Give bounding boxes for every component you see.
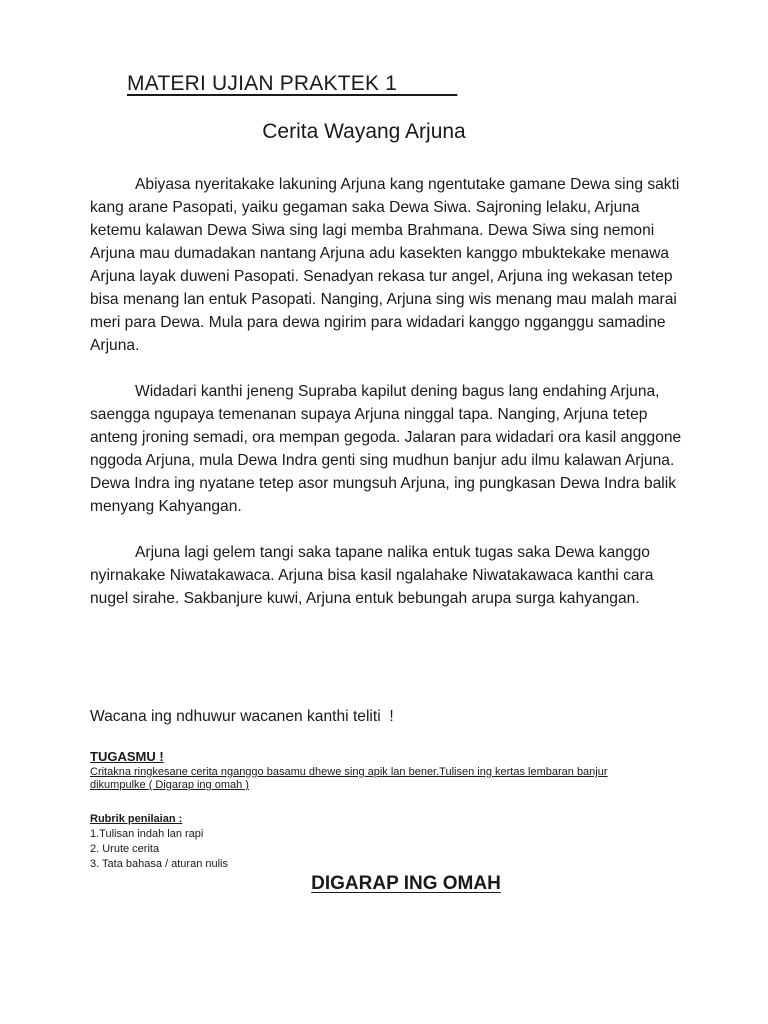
- footer-title: DIGARAP ING OMAH: [311, 873, 501, 894]
- story-title: Cerita Wayang Arjuna: [262, 120, 466, 143]
- rubric-section: [90, 812, 228, 872]
- rubric-list: [90, 827, 228, 872]
- story-paragraph-2: Widadari kanthi jeneng Supraba kapilut dening bagus lang endahing Arjuna, saengga ngupaya temenanan supaya Arjuna ninggal tapa. Nanging, Arjuna tetep anteng jroning semadi, ora mempan gegoda. Jalaran para widadari ora kasil anggone nggoda Arjuna, mula Dewa Indra genti sing mudhun banjur adu ilmu kalawan Arjuna. Dewa Indra ing nyatane tetep asor mungsuh Arjuna, ing pungkasan Dewa Indra balik menyang Kahyangan.: [90, 383, 682, 515]
- task-section: [90, 748, 690, 792]
- task-title: TUGASMU !: [90, 749, 164, 764]
- story-paragraph-3: Arjuna lagi gelem tangi saka tapane nalika entuk tugas saka Dewa kanggo nyirnakake Niwatakawaca. Arjuna bisa kasil ngalahake Niwatakawaca kanthi cara nugel sirahe. Sakbanjure kuwi, Arjuna entuk bebungah arupa surga kahyangan.: [90, 544, 654, 607]
- story-paragraph-1: Abiyasa nyeritakake lakuning Arjuna kang ngentutake gamane Dewa sing sakti kang arane Pasopati, yaiku gegaman saka Dewa Siwa. Sajroning lelaku, Arjuna ketemu kalawan Dewa Siwa sing lagi memba Brahmana. Dewa Siwa sing nemoni Arjuna mau dumadakan nantang Arjuna adu kasekten kanggo mbuktekake menawa Arjuna layak duweni Pasopati. Senadyan rekasa tur angel, Arjuna ing wekasan tetep bisa menang lan entuk Pasopati. Nanging, Arjuna sing wis menang mau malah marai meri para Dewa. Mula para dewa ngirim para widadari kanggo ngganggu samadine Arjuna.: [90, 176, 680, 354]
- rubric-item: 3. Tata bahasa / aturan nulis: [90, 858, 229, 870]
- rubric-item: 2. Urute cerita: [90, 843, 160, 855]
- reading-instruction: Wacana ing ndhuwur wacanen kanthi teliti !: [90, 708, 394, 725]
- rubric-item: 1.Tulisan indah lan rapi: [90, 828, 204, 840]
- story-body: [90, 173, 690, 633]
- main-title: MATERI UJIAN PRAKTEK 1: [127, 72, 458, 95]
- task-description: Critakna ringkesane cerita nganggo basamu dhewe sing apik lan bener.Tulisen ing kertas lembaran banjur dikumpulke ( Digarap ing omah ): [90, 766, 608, 791]
- rubric-title: Rubrik penilaian :: [90, 813, 183, 825]
